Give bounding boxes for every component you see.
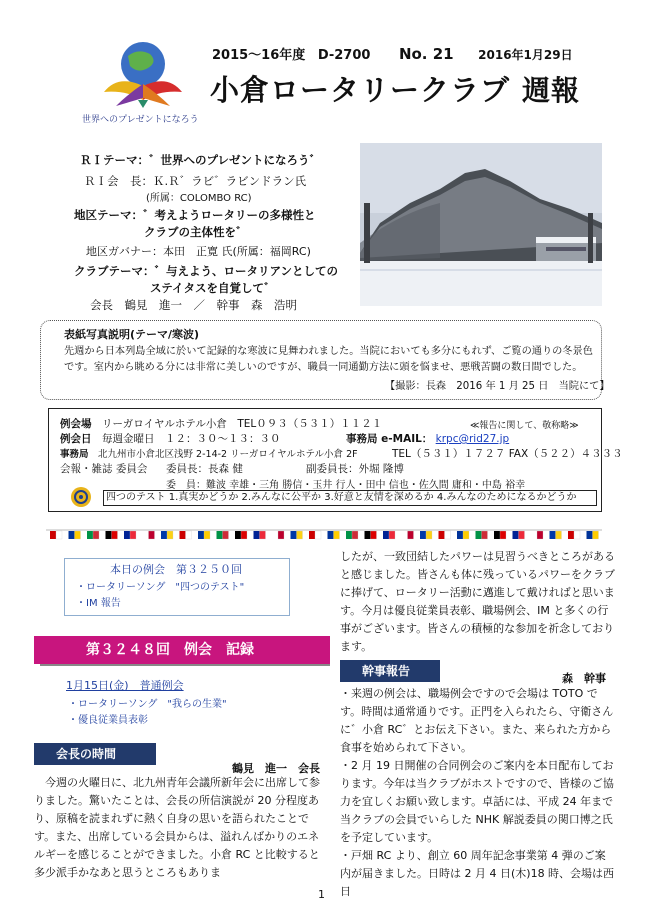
page-title: 小倉ロータリークラブ 週報 — [210, 73, 581, 107]
club-theme-line1: クラブテーマ：゛与えよう、ロータリアンとしての — [74, 264, 339, 278]
secretary-item: ・来週の例会は、職場例会ですので会場は TOTO です。時間は通常通りです。正門を入られたら、守衛さんに゛小倉 RC゛とお伝え下さい。また、来られた方から食事を始められて下さい。 — [340, 687, 614, 754]
flag-icon — [149, 531, 155, 539]
flag-icon — [56, 531, 62, 539]
venue-row: 例会場 リーガロイヤルホテル小倉 TEL０９３（５３１）１１２１ — [60, 418, 383, 430]
committee-label: 会報・雑誌 委員会 — [60, 463, 148, 475]
flag-icon — [334, 531, 340, 539]
flag-icon — [420, 531, 426, 539]
record-banner-underline — [40, 664, 330, 666]
flag-icon — [217, 531, 223, 539]
record-banner: 第３２４８回 例会 記録 — [34, 636, 330, 664]
flag-icon — [482, 531, 488, 539]
president-signature: 鶴見 進一 会長 — [232, 762, 320, 775]
flag-icon — [260, 531, 266, 539]
flag-icon — [241, 531, 247, 539]
record-item: ・優良従業員表彰 — [68, 715, 148, 726]
flag-icon — [402, 531, 408, 539]
club-officers: 会長 鶴見 進一 ／ 幹事 森 浩明 — [90, 298, 297, 312]
flag-icon — [476, 531, 482, 539]
today-item: ・ロータリーソング "四つのテスト" — [76, 582, 245, 593]
flag-icon — [272, 531, 278, 539]
email-row: 事務局 e-MAIL： krpc@rid27.jp — [346, 433, 510, 445]
flag-icon — [531, 531, 537, 539]
district-code: D-2700 — [317, 48, 371, 63]
flag-icon — [112, 531, 118, 539]
flag-icon — [550, 531, 556, 539]
issue-number: No. 21 — [398, 45, 454, 63]
flag-icon — [223, 531, 229, 539]
district-theme-line2: クラブの主体性を゛ — [144, 225, 248, 239]
flag-icon — [93, 531, 99, 539]
flag-icon — [556, 531, 562, 539]
club-theme-line2: ステイタスを自覚して゛ — [150, 281, 276, 295]
flag-icon — [519, 531, 525, 539]
flag-icon — [235, 531, 241, 539]
president-heading: 会長の時間 — [34, 743, 156, 765]
flag-icon — [439, 531, 445, 539]
president-text: 今週の火曜日に、北九州青年会議所新年会に出席して参りました。驚いたことは、会長の所信演説が 20 分程度あり、原稿を読まれずに熱く自身の思いを語られたことです。また、出席している会員からは、溢れんばかりのエネルギーを感じることができました。小倉 RC と比較すると多少派手かなあと思うところもありま — [34, 776, 320, 879]
district-theme-line1: 地区テーマ：゛考えようロータリーの多様性と — [74, 208, 316, 222]
flag-icon — [463, 531, 469, 539]
flag-icon — [494, 531, 500, 539]
issue-date: 2016年1月29日 — [478, 48, 573, 62]
district-governor: 地区ガバナー：本田 正寛 氏(所属：福岡RC) — [86, 245, 311, 258]
flags-strip — [46, 528, 602, 540]
today-meeting-heading: 本日の例会 第３２５０回 — [110, 563, 242, 576]
report-note: ≪報告に関して、敬称略≫ — [470, 421, 579, 431]
president-text-continued: したが、一致団結したパワーは見習うべきところがあると感じました。皆さんも体に残っているパワーをクラブに捧げて、ロータリー活動に邁進して戴ければと思います。今月は優良従業員表彰、職場例会、IM と多くの行事がございます。皆さんの積極的な参加を祈念しております。 — [340, 550, 615, 653]
flag-icon — [593, 531, 599, 539]
flag-icon — [130, 531, 136, 539]
flag-icon — [50, 531, 56, 539]
flag-icon — [574, 531, 580, 539]
flag-icon — [371, 531, 377, 539]
caption-credit: 【撮影：長森 2016 年 1 月 25 日 当院にて】 — [385, 381, 610, 392]
flag-icon — [537, 531, 543, 539]
four-way-test: 四つのテスト 1.真実かどうか 2.みんなに公平か 3.好意と友情を深めるか 4.みんなのためになるかどうか — [103, 490, 597, 506]
today-item: ・IM 報告 — [76, 598, 121, 609]
flag-icon — [513, 531, 519, 539]
district-logo — [98, 34, 188, 110]
flag-icon — [87, 531, 93, 539]
flag-icon — [167, 531, 173, 539]
flag-icon — [445, 531, 451, 539]
page-subtitle: 週報 — [522, 74, 581, 107]
flag-icon — [69, 531, 75, 539]
record-date: 1月15日(金) 普通例会 — [66, 679, 184, 692]
flag-icon — [198, 531, 204, 539]
flag-icon — [106, 531, 112, 539]
flag-icon — [124, 531, 130, 539]
cover-photo-snow — [360, 143, 602, 306]
record-item: ・ロータリーソング "我らの生業" — [68, 699, 227, 710]
flag-icon — [161, 531, 167, 539]
flag-icon — [204, 531, 210, 539]
ri-theme: ＲＩテーマ：゛世界へのプレゼントになろう゛ — [80, 153, 322, 167]
caption-text: 先週から日本列島全域に於いて記録的な寒波に見舞われました。当院においても多分にもれず、ご覧の通りの冬景色です。室内から眺める分には非常に美しいのですが、職員一同通勤方法に頭を悩ませ、悪戦苦闘の数日間でした。 — [64, 346, 593, 373]
flag-icon — [186, 531, 192, 539]
flag-icon — [500, 531, 506, 539]
flag-icon — [254, 531, 260, 539]
secretary-item: ・戸畑 RC より、創立 60 周年記念事業第 4 弾のご案内が届きました。日時は 2 月 4 日(木)18 時、会場は西日 — [340, 849, 615, 898]
secretary-heading: 幹事報告 — [340, 660, 440, 682]
committee-vice: 副委員長：外堀 隆博 — [306, 463, 404, 475]
secretary-signature: 森 幹事 — [562, 672, 606, 685]
flag-icon — [143, 531, 149, 539]
secretary-report — [340, 685, 615, 901]
flag-icon — [389, 531, 395, 539]
page-number: 1 — [318, 888, 325, 901]
flag-icon — [365, 531, 371, 539]
flag-icon — [328, 531, 334, 539]
email-link[interactable]: krpc@rid27.jp — [435, 433, 510, 445]
caption-heading: 表紙写真説明(テーマ/寒波) — [64, 328, 200, 341]
logo-tagline: 世界へのプレゼントになろう — [82, 115, 199, 125]
flag-icon — [408, 531, 414, 539]
flag-icon — [180, 531, 186, 539]
flag-icon — [568, 531, 574, 539]
flag-icon — [297, 531, 303, 539]
flag-icon — [315, 531, 321, 539]
secretary-item: ・2 月 19 日開催の合同例会のご案内を本日配布しております。今年は当クラブがホストですので、皆様のご協力を宜しくお願い致します。卓話には、平成 24 年まで当クラブの会員でいらした NHK 解説委員の関口博之氏を予定しています。 — [340, 759, 614, 844]
flag-icon — [75, 531, 81, 539]
flag-icon — [352, 531, 358, 539]
fiscal-year: 2015～16年度 — [212, 48, 306, 63]
office-row: 事務局 北九州市小倉北区浅野 2-14-2 リーガロイヤルホテル小倉 2F — [60, 449, 358, 460]
meeting-row: 例会日 毎週金曜日 １２：３０～１３：３０ — [60, 433, 281, 445]
committee-members: 委 員：難波 幸雄・三角 勝信・玉井 行人・田中 信也・佐久間 庸和・中島 裕幸 — [166, 480, 526, 491]
flag-icon — [291, 531, 297, 539]
ri-president: ＲＩ会 長：Ｋ.Ｒ゛ラビ゛ラビンドラン氏 — [84, 174, 307, 188]
rotary-wheel-icon — [70, 486, 92, 508]
flag-icon — [309, 531, 315, 539]
flag-icon — [587, 531, 593, 539]
flag-icon — [426, 531, 432, 539]
ri-affiliation: (所属：COLOMBO RC) — [146, 193, 252, 204]
flag-icon — [383, 531, 389, 539]
committee-chair: 委員長：長森 健 — [166, 463, 243, 475]
issue-header — [212, 44, 573, 63]
flag-icon — [457, 531, 463, 539]
office-tel: TEL（５３１）１７２７ FAX（５２２）４３３３ — [392, 448, 623, 460]
flag-icon — [278, 531, 284, 539]
flag-icon — [346, 531, 352, 539]
